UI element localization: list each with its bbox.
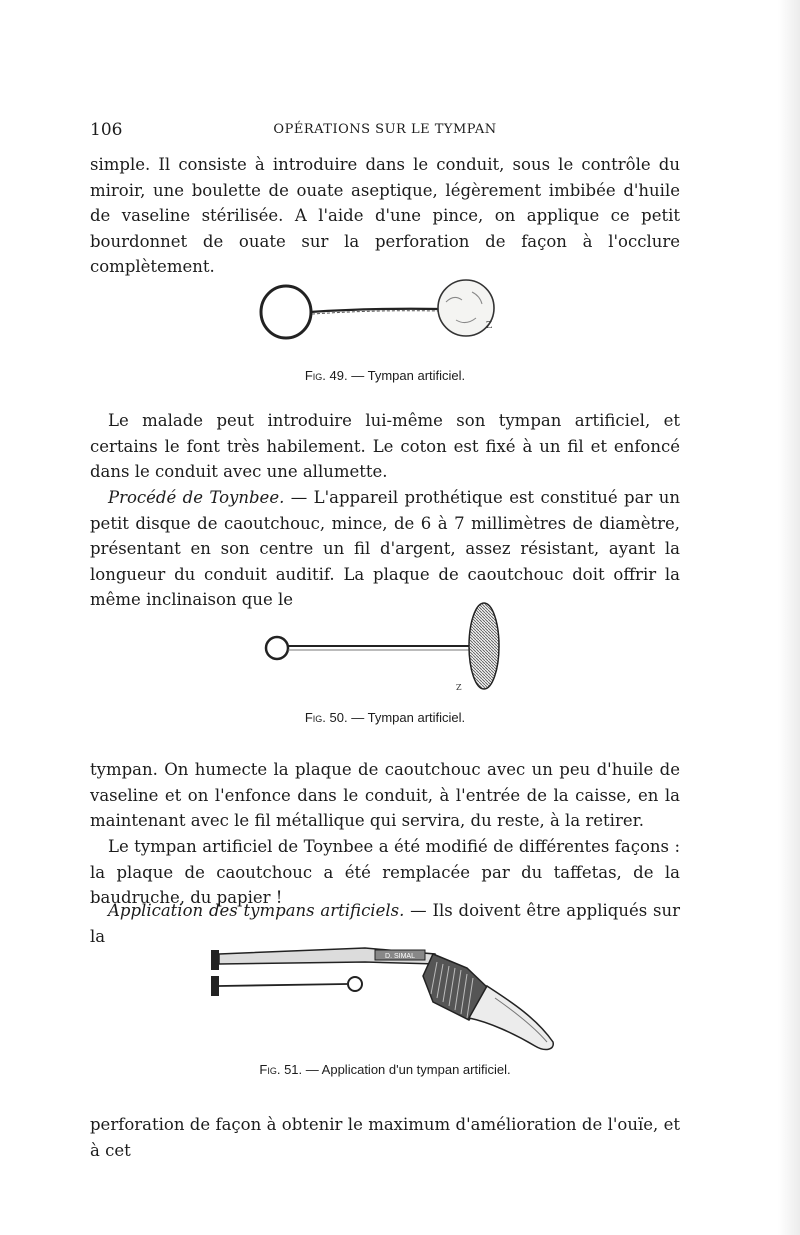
- instrument-handle: [469, 986, 553, 1049]
- maker-stamp: D. SIMAL: [385, 953, 415, 960]
- page-edge-shadow: [778, 0, 800, 1235]
- paragraph-1: simple. Il consiste à introduire dans le conduit, sous le contrôle du miroir, une boulette de ouate aseptique, légèrement imbibée d'huile de vaseline stérilisée. A l'aide d'une pince, on applique ce petit bourdonnet de ouate sur la perforation de façon à l'occlure complètement.: [90, 155, 680, 276]
- section-heading-toynbee: Procédé de Toynbee.: [108, 488, 285, 507]
- tympanum-ring: [348, 977, 362, 991]
- paragraph-6: Application des tympans artificiels. — Ils doivent être appliqués sur la: [90, 901, 680, 946]
- tympanum-wire: [219, 984, 347, 986]
- paragraph-3: Procédé de Toynbee. — L'appareil prothétique est constitué par un petit disque de caoutchouc, mince, de 6 à 7 millimètres de diamètre, présentant en son centre un fil d'argent, assez résistant, ayant la longueur du conduit auditif. La plaque de caoutchouc doit offrir la même inclinaison que le: [90, 488, 680, 609]
- paragraph-5: Le tympan artificiel de Toynbee a été modifié de différentes façons : la plaque de caoutchouc a été remplacée par du taffetas, de la baudruche, du papier !: [90, 837, 680, 907]
- wire-loop: [261, 286, 311, 338]
- disc-tip-lower: [211, 976, 219, 996]
- figure-50-caption: Fig. 50. — Tympan artificiel.: [304, 710, 466, 725]
- figure-50-illustration: [260, 598, 510, 698]
- section-heading-application: Application des tympans artificiels.: [108, 901, 405, 920]
- paragraph-2: Le malade peut introduire lui-même son tympan artificiel, et certains le font très habilement. Le coton est fixé à un fil et enfoncé dans le conduit avec une allumette.: [90, 411, 680, 481]
- figure-49-illustration: [250, 272, 510, 362]
- page-number: 106: [90, 120, 123, 140]
- svg-text:Z: Z: [456, 683, 462, 692]
- wire-ring: [266, 637, 288, 659]
- figure-49-caption: Fig. 49. — Tympan artificiel.: [304, 368, 466, 383]
- disc-tip-upper: [211, 950, 219, 970]
- figure-51-illustration: [205, 938, 560, 1060]
- svg-text:Z: Z: [486, 321, 493, 331]
- paragraph-7: perforation de façon à obtenir le maximum d'amélioration de l'ouïe, et à cet: [90, 1115, 680, 1160]
- twisted-wire: [310, 309, 440, 312]
- page-header: [90, 120, 680, 144]
- rubber-disc: [469, 603, 499, 689]
- paragraph-4: tympan. On humecte la plaque de caoutchouc avec un peu d'huile de vaseline et on l'enfonce dans le conduit, à l'entrée de la caisse, en la maintenant avec le fil métallique qui servira, du reste, à la retirer.: [90, 760, 680, 830]
- running-title: OPÉRATIONS SUR LE TYMPAN: [273, 122, 497, 137]
- figure-51-caption: Fig. 51. — Application d'un tympan artificiel.: [259, 1062, 511, 1077]
